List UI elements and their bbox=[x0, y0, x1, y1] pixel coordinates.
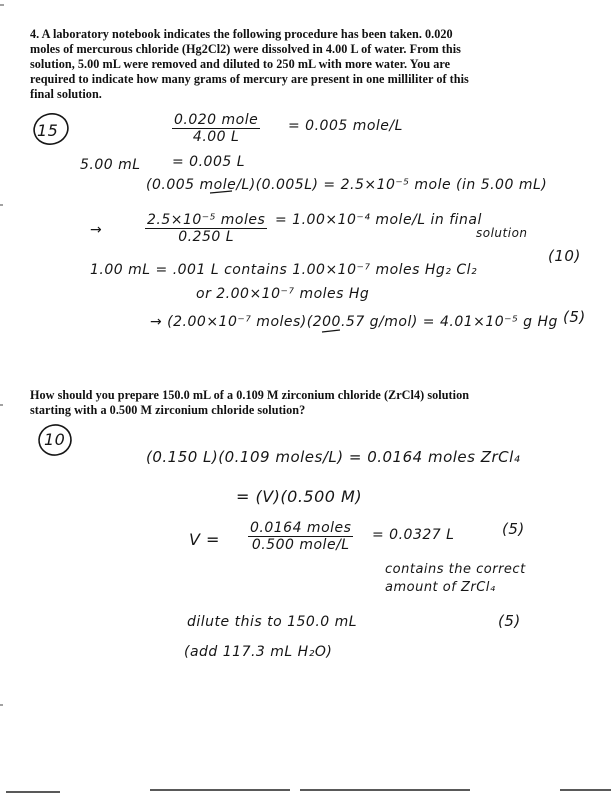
step7: → (2.00×10⁻⁷ moles)(200.57 g/mol) = 4.01×10⁻⁵ g Hg bbox=[150, 314, 558, 330]
question-4-line: moles of mercurous chloride (Hg2Cl2) were dissolved in 4.00 L of water. From this bbox=[30, 42, 461, 56]
fraction-numerator: 0.020 mole bbox=[174, 112, 259, 128]
strike-mark bbox=[210, 191, 232, 193]
scan-bottom-edge bbox=[6, 790, 611, 792]
fraction-denominator: 0.250 L bbox=[178, 229, 235, 245]
score-value: 10 bbox=[44, 430, 66, 449]
zr-step3-points: (5) bbox=[502, 520, 525, 538]
question-4-line: required to indicate how many grams of mercury are present in one milliliter of this bbox=[30, 72, 469, 86]
fold-mark-left bbox=[0, 5, 4, 705]
question-4-line: solution, 5.00 mL were removed and diluted to 250 mL with more water. You are bbox=[30, 57, 451, 71]
step4-note: solution bbox=[476, 226, 528, 240]
zr-note-1: contains the correct bbox=[385, 562, 526, 577]
zr-note-2: amount of ZrCl₄ bbox=[385, 580, 496, 595]
step3: (0.005 mole/L)(0.005L) = 2.5×10⁻⁵ mole (in 5.00 mL) bbox=[146, 177, 548, 193]
zr-step1: (0.150 L)(0.109 moles/L) = 0.0164 moles ZrCl₄ bbox=[146, 448, 521, 466]
step4-result: = 1.00×10⁻⁴ mole/L in final bbox=[275, 212, 482, 228]
step1-result: = 0.005 mole/L bbox=[288, 118, 403, 134]
question-4-line: 4. A laboratory notebook indicates the following procedure has been taken. 0.020 bbox=[30, 27, 453, 41]
step7-points: (5) bbox=[563, 308, 586, 326]
question-4-line: final solution. bbox=[30, 87, 102, 101]
fraction-numerator: 2.5×10⁻⁵ moles bbox=[147, 212, 266, 228]
zr-step5: (add 117.3 mL H₂O) bbox=[184, 644, 333, 660]
step6: or 2.00×10⁻⁷ moles Hg bbox=[196, 286, 370, 302]
step5-points: (10) bbox=[548, 247, 581, 265]
step2-right: = 0.005 L bbox=[172, 154, 246, 170]
arrow-icon: → bbox=[90, 222, 103, 238]
fraction-denominator: 4.00 L bbox=[192, 129, 240, 145]
step5: 1.00 mL = .001 L contains 1.00×10⁻⁷ moles Hg₂ Cl₂ bbox=[90, 262, 478, 278]
zr-step4: dilute this to 150.0 mL bbox=[187, 614, 358, 630]
question-line: How should you prepare 150.0 mL of a 0.109 M zirconium chloride (ZrCl4) solution bbox=[30, 388, 470, 402]
zr-step3-result: = 0.0327 L bbox=[372, 527, 455, 543]
zr-step4-points: (5) bbox=[498, 612, 521, 630]
step2-left: 5.00 mL bbox=[80, 157, 141, 173]
zr-step3-left: V = bbox=[189, 530, 220, 549]
zr-step2: = (V)(0.500 M) bbox=[236, 487, 363, 506]
strike-mark bbox=[322, 330, 340, 332]
fraction-denominator: 0.500 mole/L bbox=[251, 537, 350, 553]
score-circle-icon bbox=[37, 422, 74, 457]
score-circle-icon bbox=[31, 110, 72, 148]
score-value: 15 bbox=[37, 121, 59, 140]
fraction-numerator: 0.0164 moles bbox=[250, 520, 352, 536]
question-line: starting with a 0.500 M zirconium chloride solution? bbox=[30, 403, 306, 417]
